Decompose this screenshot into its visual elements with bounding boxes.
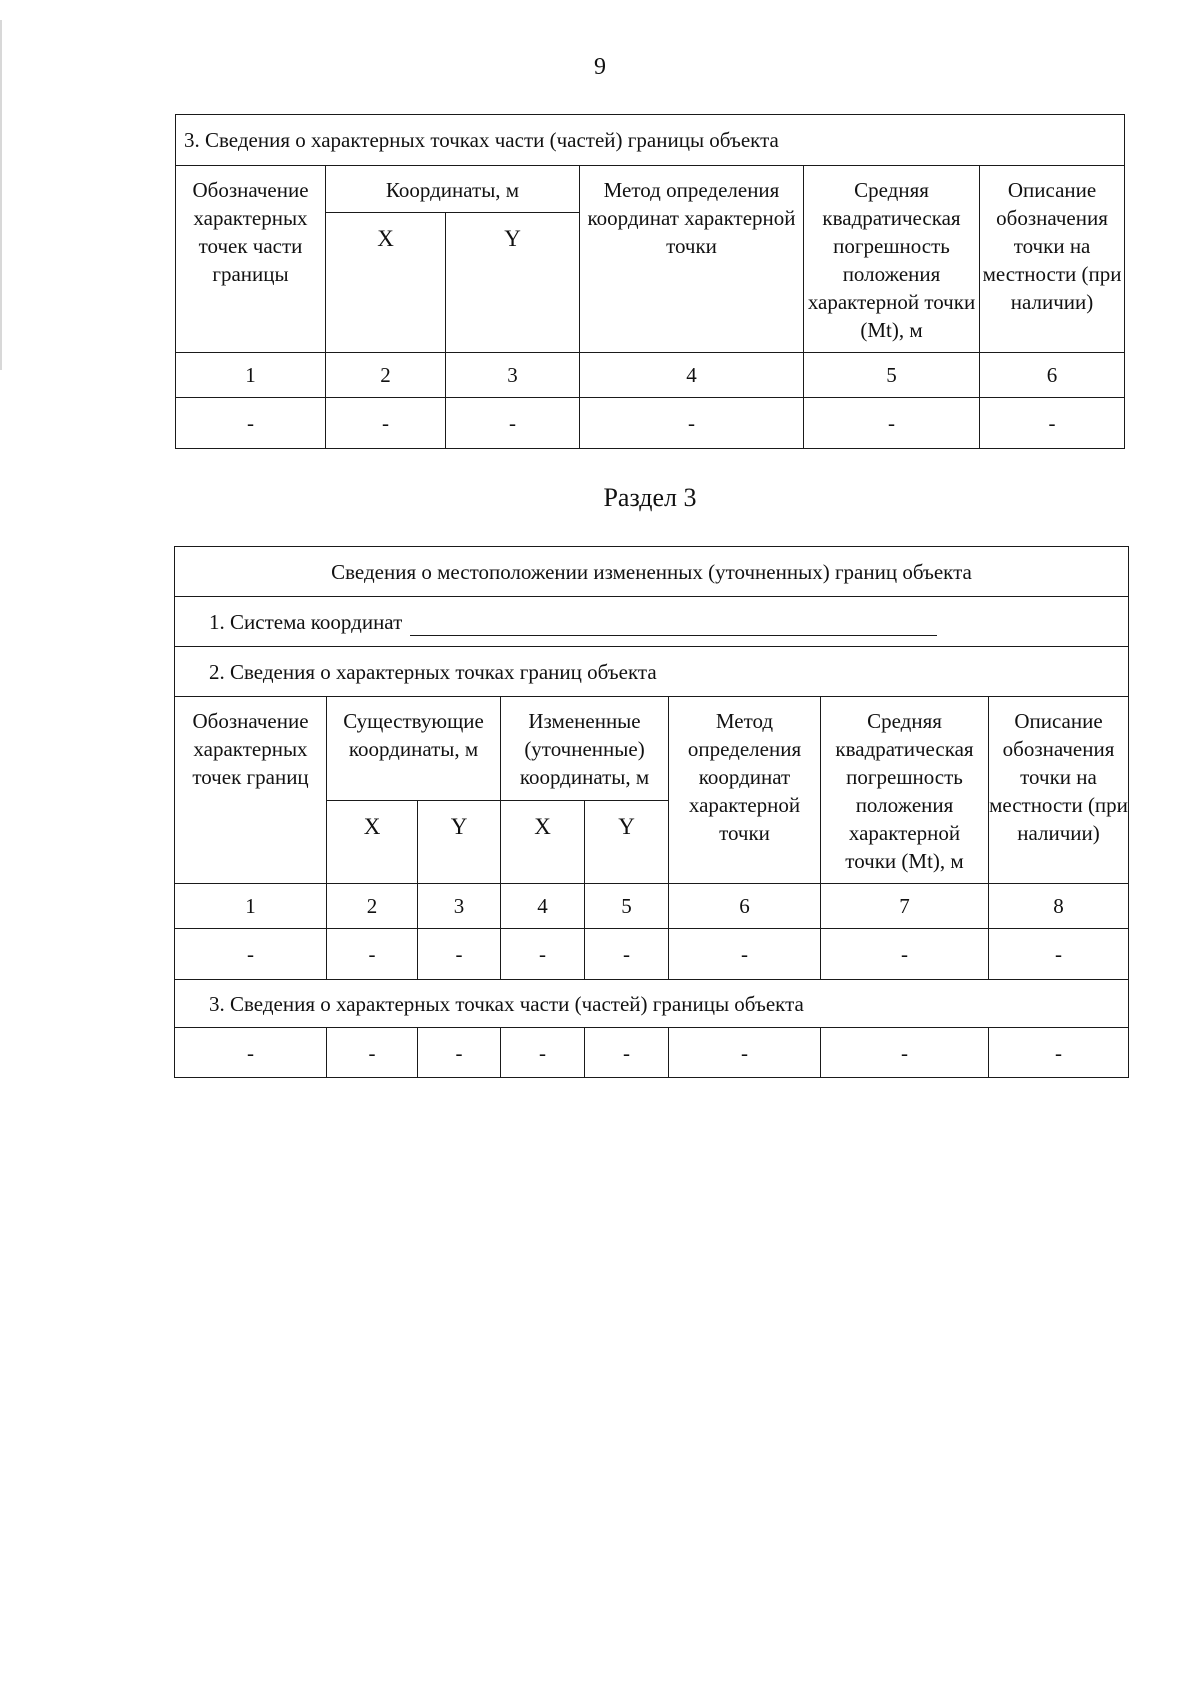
column-number: 3 xyxy=(418,884,501,929)
table1-caption: 3. Сведения о характерных точках части (частей) границы объекта xyxy=(176,115,1125,166)
column-number: 5 xyxy=(804,353,980,398)
column-number: 4 xyxy=(580,353,804,398)
header-designation: Обозначение характерных точек части границы xyxy=(176,166,326,353)
header-method: Метод определения координат характерной точки xyxy=(669,697,821,884)
column-number: 4 xyxy=(501,884,585,929)
header-error: Средняя квадратическая погрешность положения характерной точки (Mt), м xyxy=(804,166,980,353)
table-cell: - xyxy=(327,1028,418,1078)
table-cell: - xyxy=(327,929,418,980)
page-number: 9 xyxy=(594,54,606,80)
table-cell: - xyxy=(446,398,580,449)
header-coordinates: Координаты, м xyxy=(326,166,580,213)
coord-system-label: 1. Система координат xyxy=(209,609,403,634)
boundary-points-caption: 2. Сведения о характерных точках границ объекта xyxy=(175,647,1129,697)
header-designation: Обозначение характерных точек границ xyxy=(175,697,327,884)
table-cell: - xyxy=(669,1028,821,1078)
table-cell: - xyxy=(326,398,446,449)
header-changed-coordinates: Измененные (уточненные) координаты, м xyxy=(501,697,669,801)
header-y: Y xyxy=(418,801,501,884)
table-cell: - xyxy=(989,1028,1129,1078)
header-x: X xyxy=(501,801,585,884)
header-x: X xyxy=(326,213,446,353)
table-cell: - xyxy=(585,929,669,980)
table2-title: Сведения о местоположении измененных (уточненных) границ объекта xyxy=(175,547,1129,597)
header-description: Описание обозначения точки на местности (при наличии) xyxy=(980,166,1125,353)
coord-system-row xyxy=(175,597,1129,647)
table-cell: - xyxy=(175,1028,327,1078)
column-number: 7 xyxy=(821,884,989,929)
header-y: Y xyxy=(446,213,580,353)
column-number: 5 xyxy=(585,884,669,929)
header-method: Метод определения координат характерной точки xyxy=(580,166,804,353)
column-number: 1 xyxy=(176,353,326,398)
column-number: 8 xyxy=(989,884,1129,929)
header-y: Y xyxy=(585,801,669,884)
table-cell: - xyxy=(821,929,989,980)
column-number: 2 xyxy=(327,884,418,929)
table-cell: - xyxy=(418,1028,501,1078)
table-cell: - xyxy=(175,929,327,980)
table-cell: - xyxy=(980,398,1125,449)
table-cell: - xyxy=(418,929,501,980)
table-part-boundary-points xyxy=(175,114,1125,449)
table-cell: - xyxy=(501,1028,585,1078)
header-x: X xyxy=(327,801,418,884)
parts-caption: 3. Сведения о характерных точках части (частей) границы объекта xyxy=(175,980,1129,1028)
table-cell: - xyxy=(580,398,804,449)
column-number: 1 xyxy=(175,884,327,929)
table-changed-boundaries xyxy=(174,546,1129,1078)
column-number: 6 xyxy=(980,353,1125,398)
table-cell: - xyxy=(501,929,585,980)
table-cell: - xyxy=(585,1028,669,1078)
header-description: Описание обозначения точки на местности (при наличии) xyxy=(989,697,1129,884)
header-error: Средняя квадратическая погрешность положения характерной точки (Mt), м xyxy=(821,697,989,884)
section-title: Раздел 3 xyxy=(603,483,697,512)
header-existing-coordinates: Существующие координаты, м xyxy=(327,697,501,801)
table-cell: - xyxy=(989,929,1129,980)
column-number: 2 xyxy=(326,353,446,398)
coord-system-blank-line xyxy=(410,613,937,636)
table-cell: - xyxy=(176,398,326,449)
table-cell: - xyxy=(669,929,821,980)
column-number: 3 xyxy=(446,353,580,398)
table-cell: - xyxy=(804,398,980,449)
column-number: 6 xyxy=(669,884,821,929)
table-cell: - xyxy=(821,1028,989,1078)
